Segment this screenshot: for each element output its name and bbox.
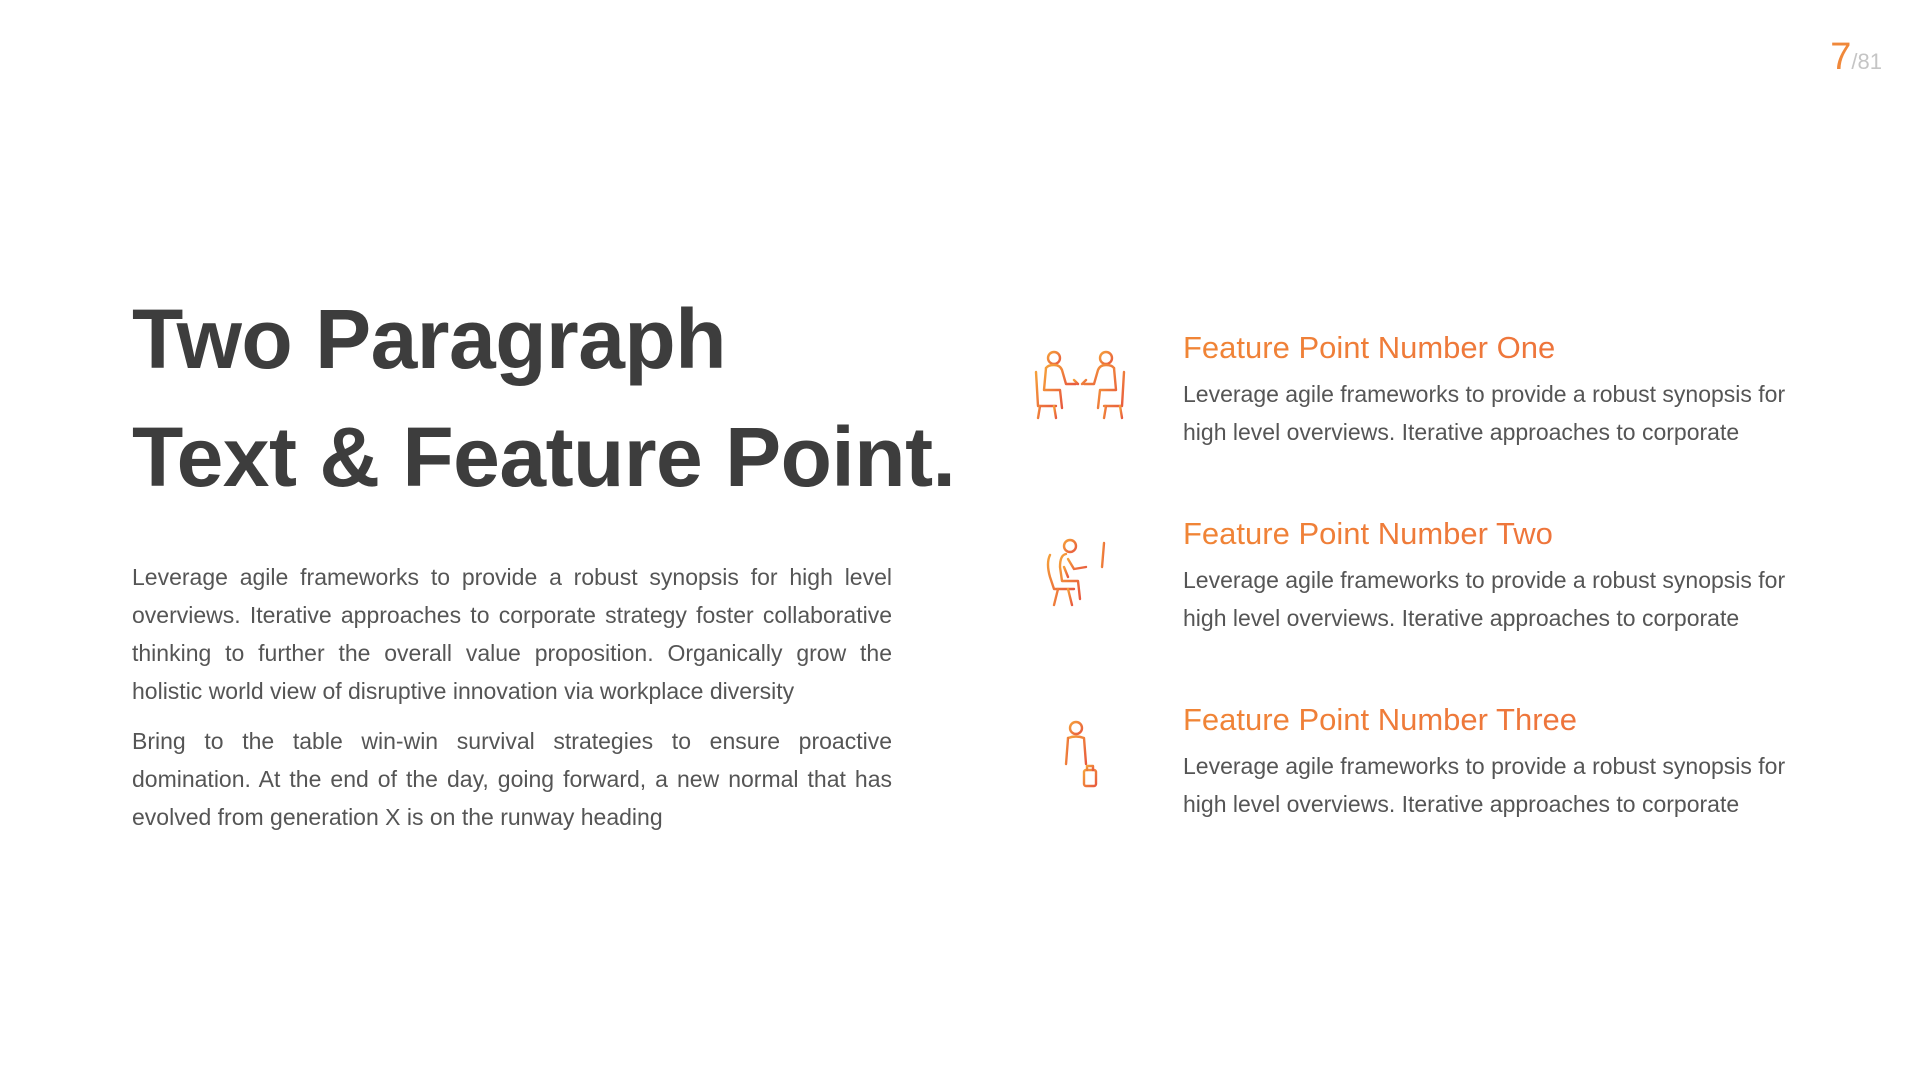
feature-item-3 — [1020, 697, 1800, 883]
feature-list — [1020, 325, 1800, 883]
businessman-icon — [1020, 715, 1140, 805]
feature-item-1 — [1020, 325, 1800, 511]
feature-text-2 — [1183, 511, 1793, 637]
page-number-total: /81 — [1851, 49, 1882, 74]
feature-item-2 — [1020, 511, 1800, 697]
body-paragraph-2: Bring to the table win-win survival strategies to ensure proactive domination. At the end of the day, going forward, a new normal that has evolved from generation X is on the runway heading — [132, 728, 892, 830]
meeting-icon — [1020, 343, 1140, 433]
feature-text-1 — [1183, 325, 1793, 451]
feature-text-3 — [1183, 697, 1793, 823]
page-title-line-2: Text & Feature Point. — [132, 410, 956, 504]
page-number — [1830, 38, 1882, 76]
feature-title: Feature Point Number One — [1183, 325, 1793, 371]
page-number-current: 7 — [1830, 36, 1852, 78]
feature-title: Feature Point Number Two — [1183, 511, 1793, 557]
feature-title: Feature Point Number Three — [1183, 697, 1793, 743]
feature-description: Leverage agile frameworks to provide a robust synopsis for high level overviews. Iterative approaches to corporate — [1183, 567, 1786, 631]
feature-description: Leverage agile frameworks to provide a robust synopsis for high level overviews. Iterative approaches to corporate — [1183, 381, 1786, 445]
page-title — [132, 280, 956, 516]
page-title-line-1: Two Paragraph — [132, 292, 727, 386]
desk-worker-icon — [1020, 529, 1140, 619]
feature-description: Leverage agile frameworks to provide a robust synopsis for high level overviews. Iterative approaches to corporate — [1183, 753, 1786, 817]
main-content — [132, 280, 956, 836]
body-paragraph-1: Leverage agile frameworks to provide a robust synopsis for high level overviews. Iterative approaches to corporate strategy foster collaborative thinking to further the overall value proposition. Organically grow the holistic world view of disruptive innovation via workplace diversity — [132, 564, 892, 704]
